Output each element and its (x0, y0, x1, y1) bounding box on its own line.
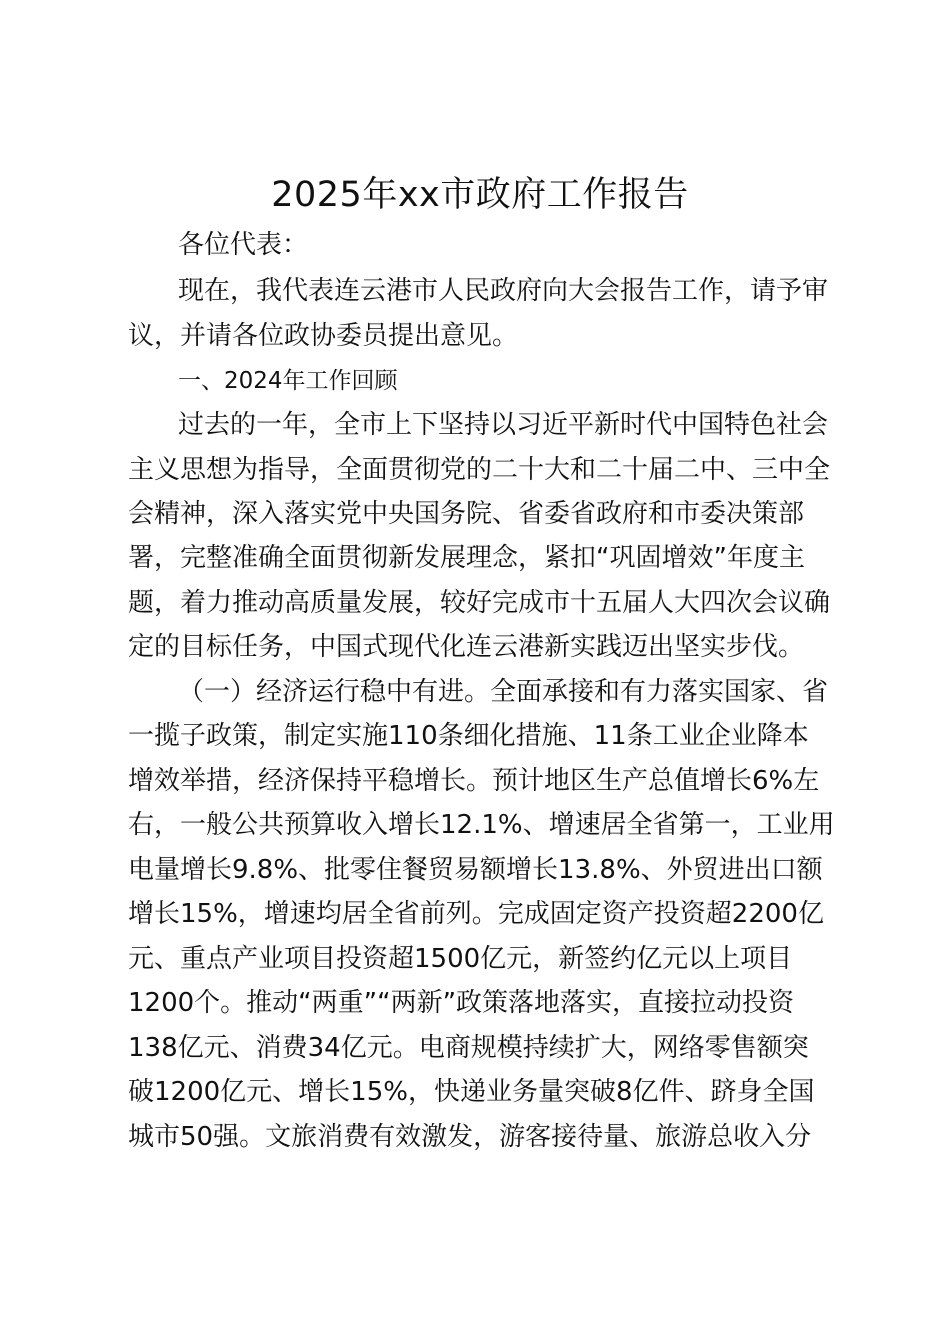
paragraph-line: 会精神，深入落实党中央国务院、省委省政府和市委决策部 (128, 499, 805, 529)
paragraph-line: 定的目标任务，中国式现代化连云港新实践迈出坚实步伐。 (128, 632, 805, 662)
paragraph-line: 增效举措，经济保持平稳增长。预计地区生产总值增长6%左 (128, 766, 820, 796)
paragraph-line: 主义思想为指导，全面贯彻党的二十大和二十届二中、三中全 (128, 455, 831, 485)
paragraph-line: 题，着力推动高质量发展，较好完成市十五届人大四次会议确 (128, 588, 831, 618)
salutation: 各位代表： (178, 230, 309, 260)
section-heading: 一、2024年工作回顾 (178, 368, 398, 394)
paragraph-line: 元、重点产业项目投资超1500亿元，新签约亿元以上项目 (128, 944, 793, 974)
subsection-line: （一）经济运行稳中有进。全面承接和有力落实国家、省 (178, 677, 829, 707)
paragraph-line: 议，并请各位政协委员提出意见。 (128, 321, 519, 351)
paragraph-line: 1200个。推动“两重”“两新”政策落地落实，直接拉动投资 (128, 988, 795, 1018)
paragraph-line: 现在，我代表连云港市人民政府向大会报告工作，请予审 (178, 276, 829, 306)
paragraph-line: 一揽子政策，制定实施110条细化措施、11条工业企业降本 (128, 721, 809, 751)
paragraph-line: 电量增长9.8%、批零住餐贸易额增长13.8%、外贸进出口额 (128, 855, 823, 885)
document-title: 2025年xx市政府工作报告 (271, 175, 689, 215)
paragraph-line: 138亿元、消费34亿元。电商规模持续扩大，网络零售额突 (128, 1033, 809, 1063)
paragraph-line: 城市50强。文旅消费有效激发，游客接待量、旅游总收入分 (128, 1122, 812, 1152)
paragraph-line: 署，完整准确全面贯彻新发展理念，紧扣“巩固增效”年度主 (128, 543, 805, 573)
paragraph-line: 右，一般公共预算收入增长12.1%、增速居全省第一，工业用 (128, 810, 835, 840)
paragraph-line: 破1200亿元、增长15%，快递业务量突破8亿件、跻身全国 (128, 1077, 815, 1107)
paragraph-line: 增长15%，增速均居全省前列。完成固定资产投资超2200亿 (128, 899, 824, 929)
paragraph-line: 过去的一年，全市上下坚持以习近平新时代中国特色社会 (178, 410, 829, 440)
